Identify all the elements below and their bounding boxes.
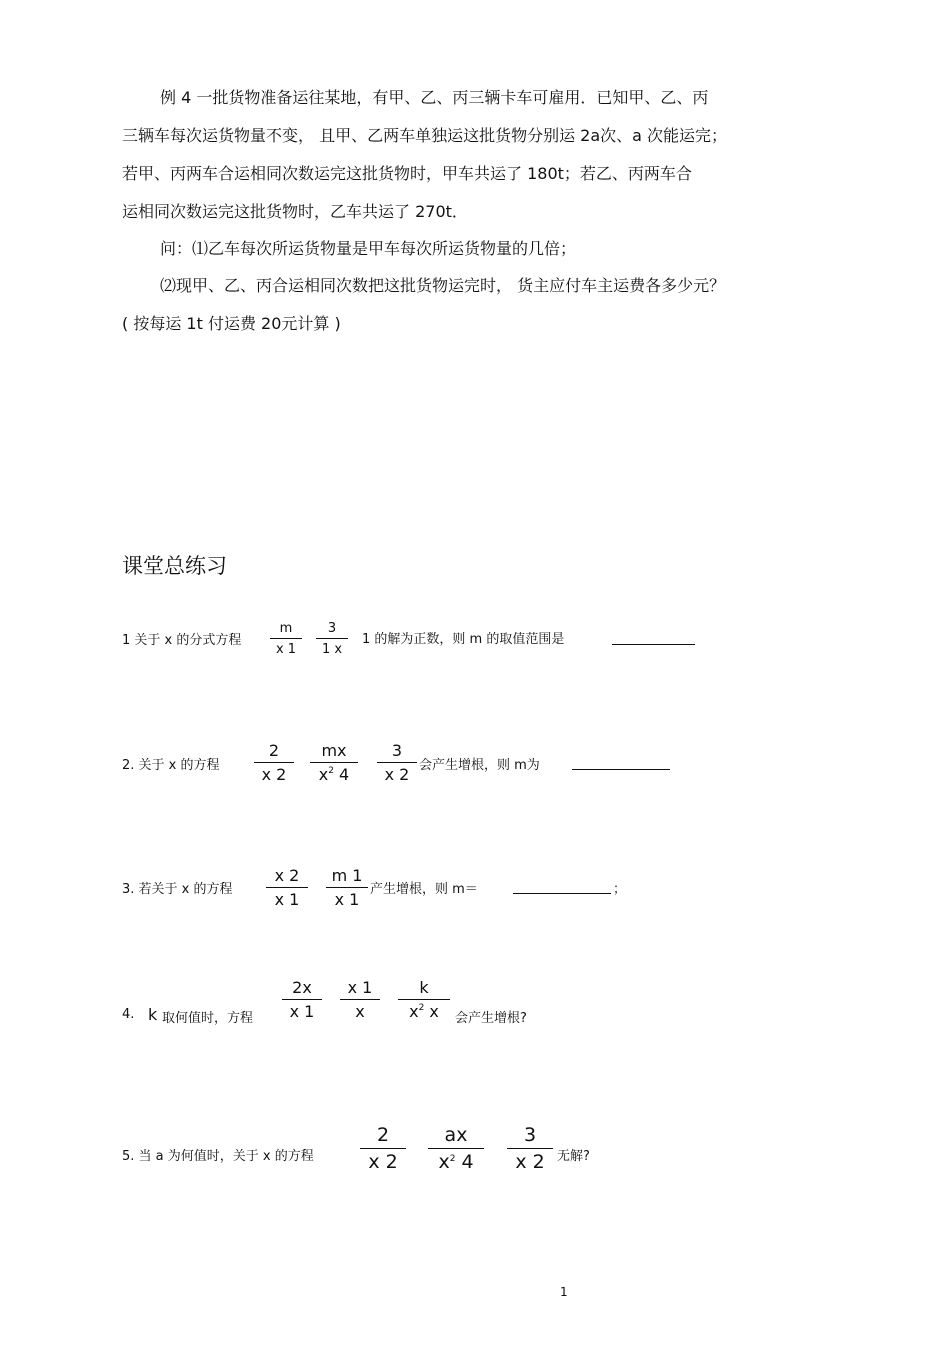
problem-3-fraction-1: x 2 x 1 [266,868,308,908]
problem-3-fraction-2: m 1 x 1 [326,868,368,908]
example4-line3: 若甲、丙两车合运相同次数运完这批货物时，甲车共运了 180t；若乙、丙两车合 [122,164,692,183]
problem-4-fraction-3: k $x^2$ x [398,980,450,1020]
problem-4-suffix: 会产生增根? [455,1011,527,1026]
problem-5-fraction-2: ax $x^2$ 4 [428,1126,484,1172]
problem-2-fraction-3: 3 x 2 [377,743,417,783]
page-number: 1 [560,1285,568,1299]
section-title: 课堂总练习 [122,554,227,578]
problem-1-answer-blank[interactable] [612,643,695,645]
problem-2-fraction-1: 2 x 2 [254,743,294,783]
example4-note: ( 按每运 1t 付运费 20元计算 ) [122,314,341,333]
example4-question2: ⑵现甲、乙、丙合运相同次数把这批货物运完时， 货主应付车主运费各多少元？ [160,276,726,295]
problem-1-suffix: 1 的解为正数，则 m 的取值范围是 [362,632,565,647]
problem-3-suffix: 产生增根，则 m＝ [370,882,478,897]
example4-question1: 问：⑴乙车每次所运货物量是甲车每次所运货物量的几倍； [160,239,577,258]
problem-4-fraction-2: x 1 x [340,980,380,1020]
problem-5-prefix: 5. 当 a 为何值时，关于 x 的方程 [122,1149,314,1164]
problem-5-suffix: 无解? [557,1149,590,1164]
problem-4-prefix: 取何值时，方程 [162,1011,254,1026]
problem-4-number: 4. [122,1007,135,1022]
example4-line1: 例 4 一批货物准备运往某地，有甲、乙、丙三辆卡车可雇用．已知甲、乙、丙 [160,88,709,107]
problem-1-fraction-2: 3 1 x [316,622,348,656]
problem-1-prefix: 1 关于 x 的分式方程 [122,633,242,648]
example4-line4: 运相同次数运完这批货物时，乙车共运了 270t． [122,202,468,221]
problem-1-fraction-1: m x 1 [270,622,302,656]
problem-3-answer-blank[interactable] [513,892,611,894]
problem-2-fraction-2: mx $x^2$ 4 [310,743,358,783]
problem-3-prefix: 3. 若关于 x 的方程 [122,882,233,897]
problem-5-fraction-3: 3 x 2 [507,1126,553,1172]
problem-2-prefix: 2. 关于 x 的方程 [122,758,220,773]
example4-line2: 三辆车每次运货物量不变， 且甲、乙两车单独运这批货物分别运 2a次、a 次能运完； [122,126,728,145]
problem-2-suffix: 会产生增根，则 m为 [419,758,540,773]
problem-5-fraction-1: 2 x 2 [360,1126,406,1172]
problem-3-end: ； [613,882,627,897]
problem-4-fraction-1: 2x x 1 [282,980,322,1020]
problem-2-answer-blank[interactable] [572,768,670,770]
problem-4-variable-k: k [148,1005,158,1024]
